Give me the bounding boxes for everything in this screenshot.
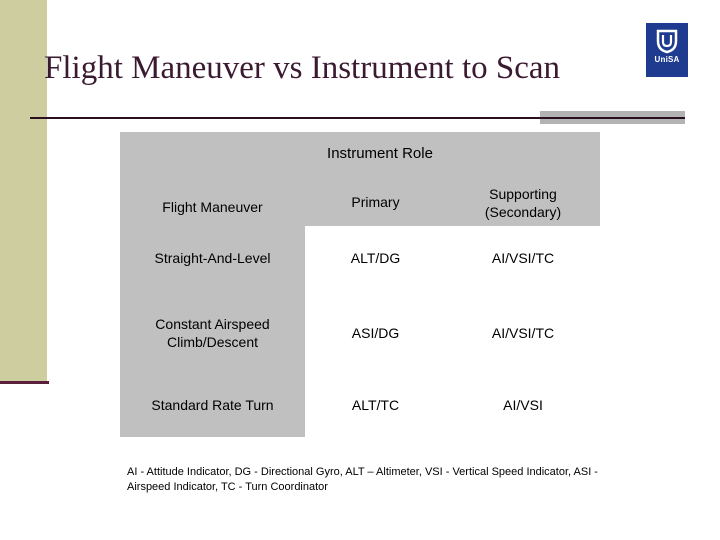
unisa-shield-icon (654, 28, 680, 54)
table-cell: AI/VSI (503, 397, 543, 413)
table-cell: ALT/DG (350, 250, 401, 266)
table-cell: ASI/DG (351, 325, 400, 341)
logo-text: UniSA (654, 55, 680, 64)
title-rule (30, 117, 685, 119)
table-cell: Constant Airspeed Climb/Descent (155, 316, 270, 350)
column-header-supporting: Supporting (Secondary) (484, 186, 562, 220)
column-header-maneuver: Flight Maneuver (162, 199, 263, 215)
table-cell: Standard Rate Turn (151, 397, 274, 413)
table-cell: AI/VSI/TC (491, 250, 555, 266)
table-cell: AI/VSI/TC (491, 325, 555, 341)
column-header-primary: Primary (351, 194, 400, 210)
left-decor-line (0, 381, 49, 384)
slide-title: Flight Maneuver vs Instrument to Scan (44, 50, 561, 86)
table-cell: ALT/TC (351, 397, 400, 413)
group-header: Instrument Role (327, 145, 433, 162)
abbreviations-footnote: AI - Attitude Indicator, DG - Directional Gyro, ALT – Altimeter, VSI - Vertical Speed Indicator, ASI - Airspeed Indicator, TC - Turn Coordinator (127, 466, 598, 493)
left-decor-bar (0, 0, 47, 383)
table-cell: Straight-And-Level (154, 250, 271, 266)
unisa-logo (646, 23, 688, 77)
